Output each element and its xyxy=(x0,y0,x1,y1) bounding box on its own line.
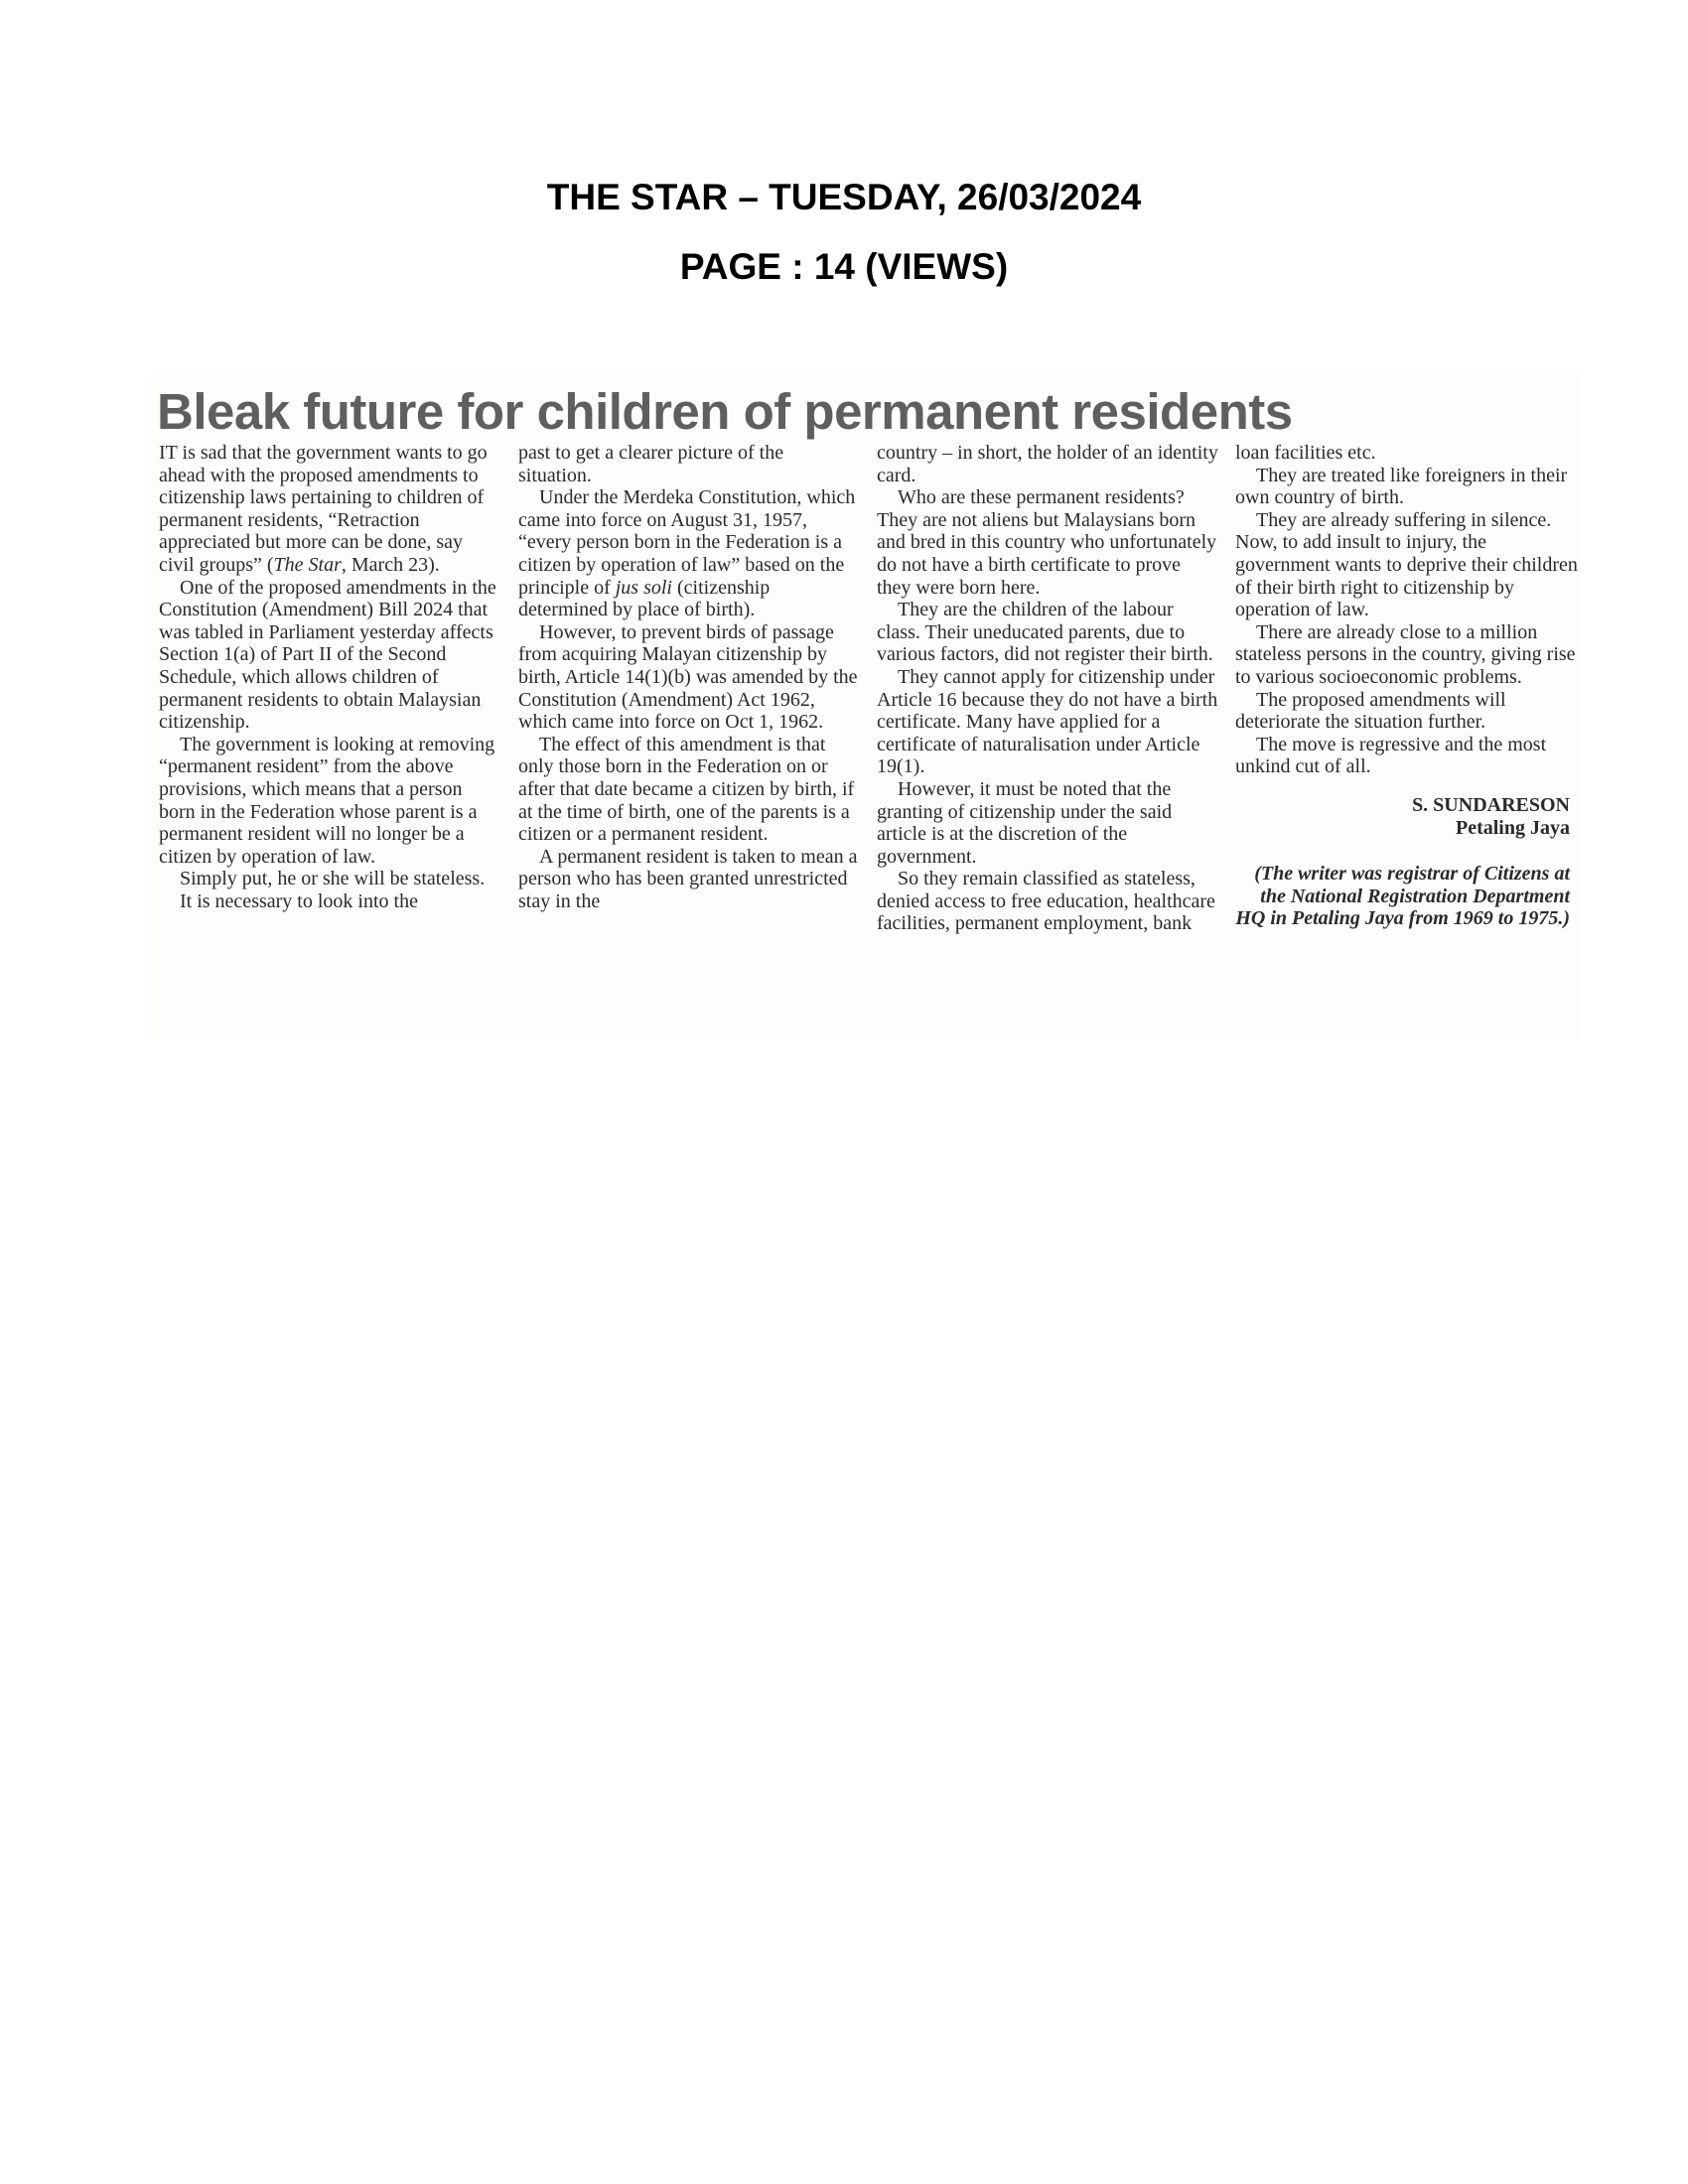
paragraph-text: Simply put, he or she will be stateless. xyxy=(180,868,486,890)
paragraph-text: The effect of this amendment is that only those born in the Federation on or after that date became a citizen by birth, if at the time of birth, one of the parents is a citizen or a permanent resident. xyxy=(518,733,855,846)
article-paragraph xyxy=(159,868,501,890)
paragraph-text: One of the proposed amendments in the Constitution (Amendment) Bill 2024 that was tabled in Parliament yesterday affects Section 1(a) of Part II of the Second Schedule, which allows children of permanent residents to obtain Malaysian citizenship. xyxy=(159,576,496,734)
paragraph-text: However, to prevent birds of passage from acquiring Malayan citizenship by birth, Article 14(1)(b) was amended by the Constitution (Amendment) Act 1962, which came into force on Oct 1, 1962. xyxy=(518,620,858,734)
paragraph-text: loan facilities etc. xyxy=(1235,442,1376,464)
paragraph-text: They are treated like foreigners in their own country of birth. xyxy=(1235,464,1568,509)
paragraph-text: (citizenship determined by place of birth). xyxy=(518,576,771,621)
paragraph-text: The move is regressive and the most unkind cut of all. xyxy=(1235,733,1547,778)
article-paragraph xyxy=(877,486,1219,599)
article-paragraph xyxy=(877,666,1219,778)
paragraph-text: They are already suffering in silence. Now, to add insult to injury, the government wants to deprive their children of their birth right to citizenship by operation of law. xyxy=(1235,508,1578,621)
paragraph-text: Under the Merdeka Constitution, which came into force on August 31, 1957, “every person born in the Federation is a citizen by operation of law” based on the principle of xyxy=(518,486,856,599)
author-location: Petaling Jaya xyxy=(1456,816,1570,839)
paragraph-text: There are already close to a million stateless persons in the country, giving rise to various socioeconomic problems. xyxy=(1235,620,1576,688)
italic-text: The Star xyxy=(273,553,342,576)
paragraph-text: So they remain classified as stateless, denied access to free education, healthcare facilities, permanent employment, bank xyxy=(877,868,1215,935)
article-paragraph xyxy=(159,890,501,913)
article-paragraph xyxy=(877,599,1219,666)
article-paragraph xyxy=(1235,465,1578,509)
paragraph-text: It is necessary to look into the xyxy=(180,889,418,912)
paragraph-text: They are the children of the labour class. Their uneducated parents, due to various factors, did not register their birth. xyxy=(877,599,1213,666)
article-paragraph xyxy=(518,486,861,621)
article-paragraph xyxy=(518,621,861,734)
article-paragraph xyxy=(1235,509,1578,621)
article-paragraph xyxy=(877,778,1219,868)
paragraph-text: The proposed amendments will deteriorate the situation further. xyxy=(1235,688,1506,734)
news-clipping xyxy=(151,372,1579,1039)
article-paragraph xyxy=(1235,442,1578,465)
article-paragraph xyxy=(518,442,861,486)
article-paragraph xyxy=(1235,621,1578,689)
paragraph-text: However, it must be noted that the granting of citizenship under the said article is at the discretion of the government. xyxy=(877,777,1173,868)
paragraph-text: They cannot apply for citizenship under Article 16 because they do not have a birth certificate. Many have applied for a certificate of naturalisation under Article 19(1). xyxy=(877,665,1218,778)
article-paragraph xyxy=(1235,689,1578,734)
paragraph-text: , March 23). xyxy=(341,553,440,576)
header-publication-date: THE STAR – TUESDAY, 26/03/2024 xyxy=(546,177,1142,217)
italic-text: jus soli xyxy=(615,576,672,599)
author-name: S. SUNDARESON xyxy=(1412,793,1570,816)
paragraph-text: The government is looking at removing “permanent resident” from the above provisions, which means that a person born in the Federation whose parent is a permanent resident will no longer be a citizen by operation of law. xyxy=(159,733,495,868)
paragraph-text: past to get a clearer picture of the situation. xyxy=(518,442,784,486)
paragraph-text: IT is sad that the government wants to go ahead with the proposed amendments to citizenship laws pertaining to children of permanent residents, “Retraction appreciated but more can be done, say civil groups” ( xyxy=(159,442,488,576)
article-column-3 xyxy=(877,442,1219,935)
article-column-2 xyxy=(518,442,861,912)
article-paragraph xyxy=(159,734,501,869)
header-page-section: PAGE : 14 (VIEWS) xyxy=(679,246,1009,287)
article-paragraph xyxy=(1235,734,1578,778)
article-paragraph xyxy=(159,577,501,734)
article-paragraph xyxy=(877,442,1219,486)
paragraph-text: A permanent resident is taken to mean a person who has been granted unrestricted stay in the xyxy=(518,845,858,912)
paragraph-text: Who are these permanent residents? They are not aliens but Malaysians born and bred in this country who unfortunately do not have a birth certificate to prove they were born here. xyxy=(877,486,1217,599)
article-paragraphs xyxy=(1235,442,1578,778)
article-paragraph xyxy=(518,846,861,913)
article-paragraph xyxy=(518,734,861,846)
article-column-4 xyxy=(1235,442,1578,930)
article-paragraph xyxy=(159,442,501,577)
article-paragraph xyxy=(877,868,1219,935)
article-column-1 xyxy=(159,442,501,912)
article-headline: Bleak future for children of permanent residents xyxy=(157,383,1293,440)
paragraph-text: country – in short, the holder of an identity card. xyxy=(877,442,1218,486)
author-note: (The writer was registrar of Citizens at the National Registration Department HQ in Petaling Jaya from 1969 to 1975.) xyxy=(1235,863,1570,930)
